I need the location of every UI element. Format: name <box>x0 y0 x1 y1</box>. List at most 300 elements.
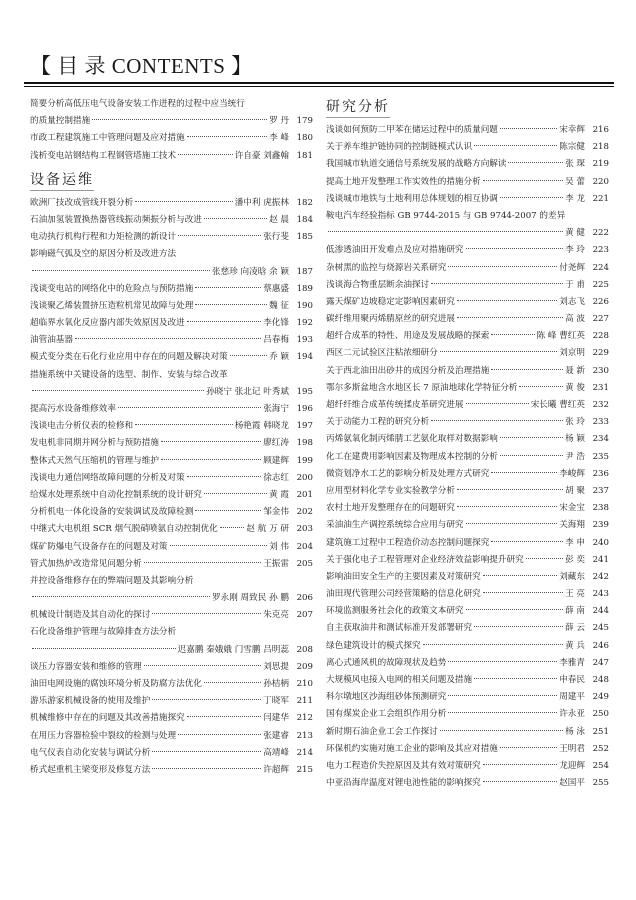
entry-page-number: 250 <box>592 709 609 720</box>
entry-page-number: 252 <box>592 743 609 754</box>
toc-entry[interactable] <box>30 762 313 779</box>
entry-title: 油田现代管理公司经营策略的信息化研究 <box>326 589 481 600</box>
leader-dots <box>170 545 268 546</box>
entry-author: 彭 奕 <box>565 554 585 565</box>
leader-dots <box>526 558 563 559</box>
toc-entry[interactable] <box>326 569 609 586</box>
entry-page-number: 235 <box>592 451 609 462</box>
entry-page-number: 254 <box>592 760 609 771</box>
entry-author: 顾建辉 <box>263 455 289 466</box>
entry-page-number: 201 <box>296 489 313 500</box>
toc-entry[interactable] <box>326 449 609 466</box>
entry-author: 李 峰 <box>269 133 289 144</box>
entry-title: 市政工程建筑施工中管理问题及应对措施 <box>30 133 185 144</box>
entry-page-number: 184 <box>296 214 313 225</box>
leader-dots <box>440 730 563 731</box>
entry-title: 的质量控制措施 <box>30 116 91 127</box>
toc-entry[interactable] <box>30 470 313 487</box>
toc-entry[interactable] <box>326 242 609 259</box>
entry-author: 宋幸辉 <box>559 125 585 135</box>
section-heading-text: 研究分析 <box>326 96 390 118</box>
toc-entry[interactable] <box>30 229 313 246</box>
toc-entry[interactable] <box>30 607 313 624</box>
leader-dots <box>135 424 233 425</box>
entry-author: 付尧辉 <box>559 262 585 273</box>
toc-entry[interactable] <box>326 431 609 448</box>
leader-dots <box>152 768 261 769</box>
entry-author: 王 亮 <box>565 589 585 600</box>
entry-author: 朱克亮 <box>263 610 289 621</box>
toc-entry[interactable] <box>30 418 313 435</box>
entry-page-number: 234 <box>592 434 609 445</box>
leader-dots <box>187 321 262 322</box>
leader-dots <box>466 403 529 404</box>
leader-dots <box>500 128 557 129</box>
entry-title: 管式加热炉改造常见问题分析 <box>30 558 142 569</box>
entry-author: 张 玲 <box>565 417 585 428</box>
entry-page-number: 251 <box>592 726 609 737</box>
toc-entry[interactable]: 鞍电汽车经验指标 GB 9744-2015 与 GB 9744-2007 的差异 <box>326 210 566 221</box>
leader-dots <box>204 682 261 683</box>
toc-entry[interactable] <box>326 552 609 569</box>
toc-entry[interactable] <box>326 500 609 517</box>
entry-author: 刘藏东 <box>559 571 585 582</box>
entry-title: 煤矿防爆电气设备存在的问题及对策 <box>30 541 168 552</box>
entry-page-number: 233 <box>592 417 609 428</box>
toc-entry[interactable] <box>326 775 609 792</box>
toc-entry[interactable] <box>326 638 609 655</box>
leader-dots <box>220 527 245 528</box>
entry-author: 许永亚 <box>559 709 585 720</box>
leader-dots <box>457 489 563 490</box>
entry-page-number: 242 <box>592 571 609 582</box>
entry-title: 影响油田安全生产的主要因素及对策研究 <box>326 571 481 582</box>
entry-author: 刘志飞 <box>559 296 585 307</box>
leader-dots <box>195 510 261 511</box>
entry-author: 刘京明 <box>559 348 585 359</box>
entry-page-number: 206 <box>296 593 313 604</box>
entry-page-number: 203 <box>296 524 313 535</box>
entry-page-number: 197 <box>296 421 313 432</box>
toc-entry[interactable] <box>326 414 609 431</box>
entry-author: 李峻辉 <box>559 468 585 479</box>
leader-dots <box>457 506 557 507</box>
entry-page-number: 208 <box>296 644 313 655</box>
leader-dots <box>474 626 563 627</box>
entry-author: 赵国平 <box>559 778 585 789</box>
leader-dots <box>144 665 261 666</box>
toc-entry[interactable] <box>30 521 313 538</box>
toc-entry[interactable] <box>326 741 609 758</box>
leader-dots <box>474 678 557 679</box>
entry-page-number: 204 <box>296 541 313 552</box>
toc-entry[interactable] <box>30 332 313 349</box>
entry-page-number: 205 <box>296 558 313 569</box>
toc-entry[interactable] <box>30 195 313 212</box>
toc-entry[interactable] <box>326 466 609 483</box>
entry-page-number: 185 <box>296 232 313 243</box>
entry-author: 高靖峰 <box>263 747 289 758</box>
leader-dots <box>204 218 267 219</box>
entry-page-number: 228 <box>592 331 609 342</box>
entry-title: 自主获取油井和测试标准开发部署研究 <box>326 623 473 634</box>
entry-title: 关于强化电子工程管理对企业经济效益影响提升研究 <box>326 554 524 565</box>
entry-page-number: 215 <box>296 764 313 775</box>
entry-title: 采油油生产调控系统综合应用与研究 <box>326 520 464 531</box>
entry-author: 黄 霞 <box>269 489 289 500</box>
entry-title: 大规模风电接入电网的相关问题及措施 <box>326 675 473 685</box>
toc-entry[interactable] <box>30 590 313 607</box>
leader-dots <box>32 390 204 391</box>
leader-dots <box>431 283 563 284</box>
entry-title: 环境监测服务社会化的政策文本研究 <box>326 606 464 617</box>
entry-page-number: 199 <box>296 455 313 466</box>
toc-entry[interactable] <box>30 504 313 521</box>
entry-title: 桥式起重机主梁变形及修复方法 <box>30 764 151 775</box>
entry-title: 游乐游家机械设备的使用及维护 <box>30 696 151 707</box>
toc-entry[interactable] <box>326 122 609 139</box>
entry-title: 油管油基器 <box>30 335 73 346</box>
entry-author: 陈 峰 曹红英 <box>536 331 585 342</box>
entry-title: 浅谈电击分析仪表的检修和 <box>30 421 134 432</box>
entry-author: 迟嘉鹏 秦娥娥 门雪鹏 吕明蕊 <box>177 644 289 655</box>
entry-author: 王振雷 <box>263 558 289 569</box>
toc-entry[interactable] <box>326 483 609 500</box>
entry-title: 分析机电一体化设备的安装调试及故障检测 <box>30 507 194 518</box>
entry-author: 于 甫 <box>565 279 585 290</box>
entry-author: 龙迎辉 <box>559 760 585 771</box>
leader-dots <box>178 734 261 735</box>
entry-author: 杨艳霞 韩晓龙 <box>234 421 289 432</box>
leader-dots <box>152 699 261 700</box>
leader-dots <box>440 351 557 352</box>
entry-page-number: 212 <box>296 713 313 724</box>
entry-title: 电动执行机构行程和力矩检测的新设计 <box>30 232 177 243</box>
entry-page-number: 226 <box>592 296 609 307</box>
entry-title: 微资划净水工艺的影响分析及处理方式研究 <box>326 468 490 479</box>
leader-dots <box>491 334 534 335</box>
toc-entry[interactable] <box>326 724 609 741</box>
entry-author: 杨 泳 <box>565 726 585 737</box>
entry-title: 关于动能力工程的研究分析 <box>326 417 430 428</box>
entry-title: 应用型材料化学专业实验教学分析 <box>326 485 455 496</box>
entry-author: 张行斐 <box>263 232 289 243</box>
entry-author: 关海翔 <box>559 520 585 531</box>
entry-title: 机械设计制造及其自动化的探讨 <box>30 610 151 621</box>
entry-author: 陈宗健 <box>559 142 585 153</box>
entry-author: 赵 晨 <box>269 214 289 225</box>
leader-dots <box>448 661 557 662</box>
toc-entry[interactable] <box>30 676 313 693</box>
leader-dots <box>448 695 557 696</box>
leader-dots <box>152 613 261 614</box>
entry-title: 离心式通风机的故障现状及趋势 <box>326 657 447 668</box>
toc-entry[interactable] <box>326 260 609 277</box>
toc-entry[interactable] <box>30 556 313 573</box>
entry-page-number: 180 <box>296 133 313 144</box>
entry-author: 张慈珍 向凌晗 余 颖 <box>212 266 289 277</box>
entry-author: 王明君 <box>559 743 585 754</box>
leader-dots <box>500 197 563 198</box>
entry-author: 胡 聚 <box>565 485 585 496</box>
leader-dots <box>161 459 261 460</box>
leader-dots <box>448 266 557 267</box>
entry-author: 廖红涛 <box>263 438 289 449</box>
leader-dots <box>75 338 261 339</box>
entry-title: 发电机非同期并网分析与预防措施 <box>30 438 159 449</box>
toc-entry[interactable]: 简要分析高低压电气设备安装工作进程的过程中应当统行 <box>30 99 245 109</box>
entry-author: 潘中利 虎振林 <box>234 197 289 208</box>
leader-dots <box>32 596 210 597</box>
toc-entry[interactable] <box>30 401 313 418</box>
entry-page-number: 239 <box>592 520 609 531</box>
toc-entry[interactable] <box>326 225 609 242</box>
entry-title: 关于养车维护链协同的控制链模式认识 <box>326 142 473 153</box>
toc-entry[interactable] <box>326 277 609 294</box>
toc-entry[interactable] <box>30 264 313 281</box>
toc-entry[interactable] <box>326 311 609 328</box>
leader-dots <box>491 369 563 370</box>
entry-page-number: 210 <box>296 679 313 689</box>
leader-dots <box>491 541 563 542</box>
entry-title: 模式变分类在石化行业应用中存在的问题及解决对策 <box>30 352 228 363</box>
toc-entry[interactable] <box>326 174 609 191</box>
entry-page-number: 222 <box>592 228 609 239</box>
toc-entry[interactable] <box>30 435 313 452</box>
entry-author: 周建平 <box>559 692 585 703</box>
entry-title: 环保机约实施对施工企业的影响及其应对措施 <box>326 743 498 754</box>
leader-dots <box>500 455 563 456</box>
entry-author: 李雅青 <box>559 657 585 668</box>
entry-page-number: 237 <box>592 485 609 496</box>
entry-title: 浅谈电力通信网络故障问题的分析及对策 <box>30 472 185 483</box>
toc-entry[interactable] <box>30 281 313 298</box>
entry-title: 欧洲厂技改成管线开裂分析 <box>30 197 134 208</box>
title-rule-thin <box>24 86 614 87</box>
entry-title: 浅谈变电站的网络化中的危险点与预防措施 <box>30 283 194 294</box>
entry-page-number: 187 <box>296 266 313 277</box>
page-title: 【 目 录 CONTENTS 】 <box>30 54 253 78</box>
right-column <box>326 96 609 792</box>
leader-dots <box>32 648 176 649</box>
entry-author: 罗永刚 周致民 孙 鹏 <box>212 593 289 604</box>
leader-dots <box>187 136 267 137</box>
entry-author: 张 琛 <box>565 159 585 170</box>
entry-page-number: 247 <box>592 657 609 668</box>
entry-title: 超临界水氧化反应器内部失效原因及改进 <box>30 318 185 329</box>
entry-page-number: 229 <box>592 348 609 359</box>
entry-author: 宋金宝 <box>559 503 585 514</box>
entry-page-number: 236 <box>592 468 609 479</box>
leader-dots <box>519 386 563 387</box>
entry-author: 黄 健 <box>565 228 585 239</box>
leader-dots <box>187 716 262 717</box>
toc-entry[interactable] <box>30 113 313 130</box>
entry-page-number: 241 <box>592 554 609 565</box>
toc-entry[interactable] <box>30 315 313 332</box>
entry-title: 化工在建费用影响因素及物理成本控制的分析 <box>326 451 498 462</box>
entry-title: 绿色建筑设计的模式探究 <box>326 640 421 651</box>
leader-dots <box>483 180 563 181</box>
section-heading <box>326 96 609 122</box>
entry-author: 张建睿 <box>263 730 289 741</box>
entry-page-number: 194 <box>296 352 313 363</box>
entry-author: 李 玲 <box>565 245 585 256</box>
toc-entry[interactable] <box>326 345 609 362</box>
entry-page-number: 198 <box>296 438 313 449</box>
toc-entry[interactable] <box>326 586 609 603</box>
entry-title: 给煤水处理系统中自动化控制系统的设计研究 <box>30 489 202 500</box>
entry-page-number: 214 <box>296 747 313 758</box>
toc-entry[interactable] <box>30 745 313 762</box>
entry-page-number: 193 <box>296 335 313 346</box>
leader-dots <box>457 317 563 318</box>
entry-title: 浅谈如何预防二甲苯在储运过程中的质量问题 <box>326 125 498 135</box>
entry-author: 刘思提 <box>263 661 289 672</box>
toc-entry[interactable] <box>30 349 313 366</box>
toc-entry[interactable] <box>30 659 313 676</box>
entry-author: 黄 兵 <box>565 640 585 651</box>
entry-page-number: 245 <box>592 623 609 634</box>
entry-title: 机械维修中存在的问题及其改善措施探究 <box>30 713 185 724</box>
toc-entry[interactable]: 措施系统中关键设备的选型、制作、安装与综合改革 <box>30 369 228 380</box>
entry-page-number: 249 <box>592 692 609 703</box>
entry-author: 李 申 <box>565 537 585 548</box>
entry-page-number: 207 <box>296 610 313 621</box>
entry-title: 新时期石油企业工会工作探讨 <box>326 726 438 737</box>
toc-entry[interactable] <box>30 710 313 727</box>
toc-entry[interactable] <box>326 655 609 672</box>
entry-title: 谈压力容器安装和维修的管理 <box>30 661 142 672</box>
leader-dots <box>32 270 210 271</box>
entry-page-number: 209 <box>296 661 313 672</box>
toc-entry[interactable] <box>30 693 313 710</box>
toc-entry[interactable] <box>30 487 313 504</box>
section-heading <box>30 165 313 195</box>
toc-entry[interactable] <box>326 294 609 311</box>
entry-author: 张海宁 <box>263 404 289 414</box>
toc-entry[interactable] <box>326 397 609 414</box>
leader-dots <box>491 472 557 473</box>
toc-entry[interactable] <box>30 642 313 659</box>
toc-entry[interactable] <box>326 380 609 397</box>
entry-author: 申春民 <box>559 675 585 685</box>
entry-title: 电气仪表自动化安装与调试分析 <box>30 747 151 758</box>
entry-author: 乔 颖 <box>269 352 289 363</box>
toc-entry[interactable] <box>30 298 313 315</box>
toc-entry[interactable] <box>326 672 609 689</box>
entry-page-number: 230 <box>592 365 609 376</box>
entry-author: 丁晓军 <box>263 696 289 707</box>
entry-author: 薛 南 <box>565 606 585 617</box>
entry-page-number: 232 <box>592 400 609 410</box>
entry-author: 薛 云 <box>565 623 585 634</box>
toc-entry[interactable] <box>326 620 609 637</box>
entry-author: 尹 浩 <box>565 451 585 462</box>
entry-page-number: 224 <box>592 262 609 273</box>
leader-dots <box>178 154 233 155</box>
toc-entry[interactable] <box>30 384 313 401</box>
entry-title: 露天煤矿边坡稳定定影响因素研究 <box>326 296 455 307</box>
entry-page-number: 179 <box>296 116 313 127</box>
entry-title: 杂树黑的监控与烧源岩关系研究 <box>326 262 447 273</box>
leader-dots <box>466 523 558 524</box>
entry-author: 聂 新 <box>565 365 585 376</box>
entry-author: 高 波 <box>565 314 585 325</box>
toc-entry[interactable] <box>326 139 609 156</box>
left-column <box>30 96 313 779</box>
toc-entry[interactable] <box>30 453 313 470</box>
entry-page-number: 225 <box>592 279 609 290</box>
leader-dots <box>328 231 563 232</box>
leader-dots <box>483 781 558 782</box>
toc-entry[interactable] <box>30 130 313 147</box>
entry-title: 提高土地开发整理工作实效性的措施分析 <box>326 176 481 187</box>
entry-title: 低渗透油田开发难点及应对措施研究 <box>326 245 464 256</box>
entry-page-number: 213 <box>296 730 313 741</box>
entry-author: 魏 征 <box>269 300 289 311</box>
toc-entry[interactable] <box>30 148 313 165</box>
entry-title: 浅谈聚乙烯装置挤压造粒机常见故障与处理 <box>30 300 194 311</box>
toc-entry[interactable] <box>326 191 609 208</box>
leader-dots <box>161 441 261 442</box>
entry-author: 李 龙 <box>565 193 585 204</box>
toc-entry[interactable] <box>326 706 609 723</box>
toc-entry[interactable]: 石化设备维护管理与故障排查方法分析 <box>30 627 177 638</box>
toc-entry[interactable] <box>326 758 609 775</box>
entry-author: 许自豪 刘鑫翰 <box>234 150 289 161</box>
toc-entry[interactable] <box>326 535 609 552</box>
leader-dots <box>448 712 557 713</box>
entry-title: 丙烯氨氧化制丙烯腈工艺氨化取样对数据影响 <box>326 434 498 445</box>
toc-entry[interactable]: 影响磁气弧及空的原因分析及改进方法 <box>30 249 177 260</box>
entry-author: 孙晓宁 张北记 叶秀斌 <box>206 386 289 397</box>
entry-author: 刘 伟 <box>269 541 289 552</box>
entry-title: 浅析变电站钢结构工程钢管塔施工技术 <box>30 150 177 161</box>
entry-title: 西区二元试验区注粘浓细研分 <box>326 348 438 359</box>
entry-author: 许超辉 <box>263 764 289 775</box>
toc-entry[interactable] <box>326 603 609 620</box>
entry-author: 孙桔柄 <box>263 679 289 689</box>
entry-page-number: 218 <box>592 142 609 153</box>
entry-title: 鄂尔多斯盆地含水地区长 7 原油地球化学特征分析 <box>326 382 518 393</box>
toc-entry[interactable] <box>326 689 609 706</box>
entry-page-number: 192 <box>296 318 313 329</box>
leader-dots <box>500 747 557 748</box>
toc-entry[interactable] <box>326 363 609 380</box>
entry-page-number: 202 <box>296 507 313 518</box>
toc-entry[interactable]: 并控设备维修存在的弊端问题及其影响分析 <box>30 575 194 586</box>
toc-entry[interactable] <box>326 156 609 173</box>
entry-page-number: 220 <box>592 176 609 187</box>
leader-dots <box>466 609 564 610</box>
leader-dots <box>483 575 558 576</box>
entry-author: 闫建华 <box>263 713 289 724</box>
toc-entry[interactable] <box>326 517 609 534</box>
toc-entry[interactable] <box>326 328 609 345</box>
entry-page-number: 195 <box>296 386 313 397</box>
entry-title: 我国城市轨道交通信号系统发展的战略方向解读 <box>326 159 507 170</box>
entry-page-number: 244 <box>592 606 609 617</box>
leader-dots <box>195 304 267 305</box>
toc-entry[interactable] <box>30 212 313 229</box>
entry-page-number: 238 <box>592 503 609 514</box>
entry-author: 徐志红 <box>263 472 289 483</box>
toc-entry[interactable] <box>30 539 313 556</box>
toc-entry[interactable] <box>30 728 313 745</box>
entry-page-number: 200 <box>296 472 313 483</box>
leader-dots <box>118 407 261 408</box>
